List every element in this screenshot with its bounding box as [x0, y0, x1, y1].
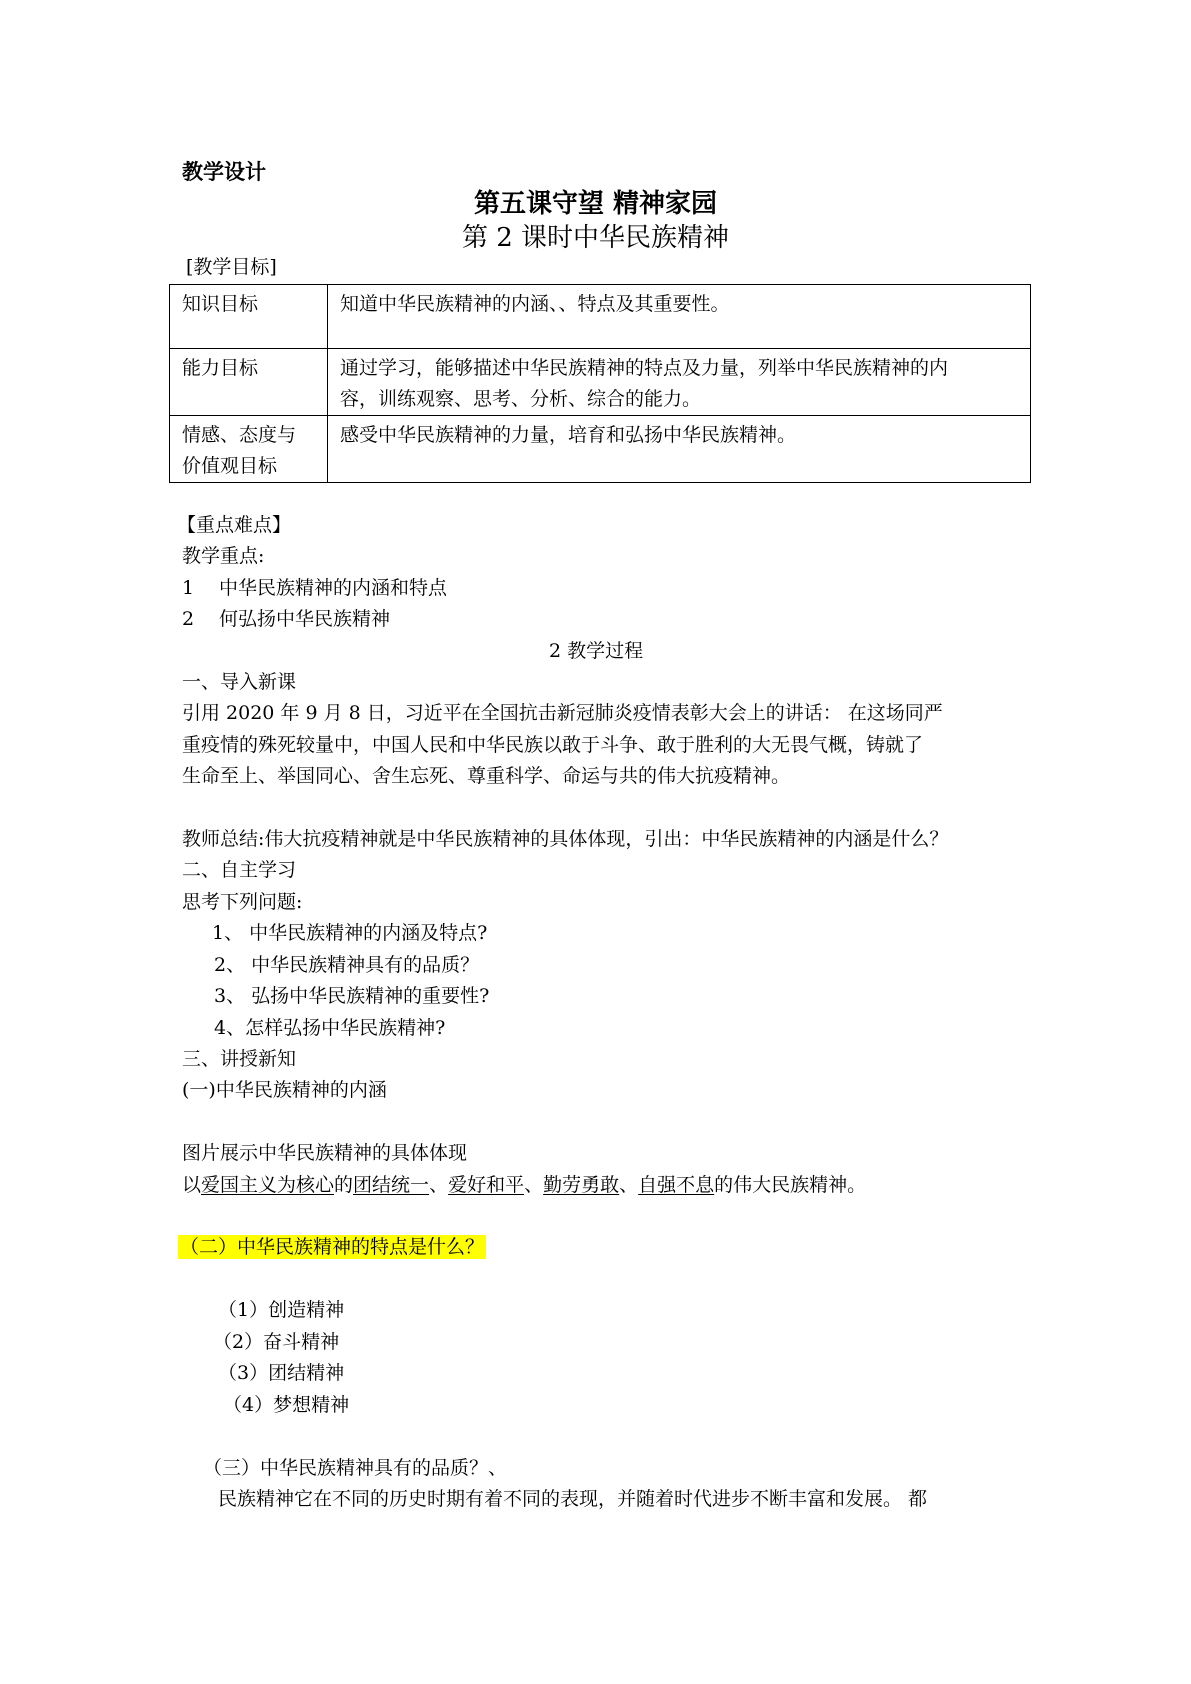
list-item: （3）团结精神 — [218, 1362, 345, 1384]
doc-label: 教学设计 — [182, 159, 266, 184]
list-item-number: 2 — [182, 608, 195, 630]
list-item: （4）梦想精神 — [223, 1394, 350, 1416]
key-points-heading: 【重点难点】 — [177, 514, 292, 536]
table-row — [170, 349, 1031, 416]
objectives-heading: [教学目标] — [186, 256, 277, 278]
spirit-definition: 以爱国主义为核心的团结统一、爱好和平、勤劳勇敢、自强不息的伟大民族精神。 — [182, 1174, 867, 1196]
list-item: 中华民族精神的内涵和特点 — [219, 577, 448, 599]
list-item: 1、 中华民族精神的内涵及特点? — [212, 922, 488, 944]
section-title: 二、自主学习 — [182, 859, 297, 881]
section-title: 一、导入新课 — [182, 671, 297, 693]
paragraph-line: 重疫情的殊死较量中，中国人民和中华民族以敢于斗争、敢于胜利的大无畏气概，铸就了 — [182, 734, 924, 756]
teacher-summary: 教师总结:伟大抗疫精神就是中华民族精神的具体体现，引出：中华民族精神的内涵是什么？ — [182, 828, 949, 850]
list-item: 4、怎样弘扬中华民族精神? — [214, 1017, 446, 1039]
lesson-title: 第五课守望 精神家园 — [473, 189, 718, 219]
section-title: 三、讲授新知 — [182, 1048, 297, 1070]
objective-label: 情感、态度与 价值观目标 — [170, 416, 328, 483]
paragraph-line: 图片展示中华民族精神的具体体现 — [182, 1142, 468, 1164]
list-item: 2、 中华民族精神具有的品质？ — [214, 954, 480, 976]
lesson-subtitle: 第 2 课时中华民族精神 — [461, 223, 730, 253]
subsection-title: (一)中华民族精神的内涵 — [182, 1079, 387, 1101]
subsection-title: （三）中华民族精神具有的品质？、 — [203, 1457, 508, 1479]
table-row — [170, 416, 1031, 483]
list-item: 何弘扬中华民族精神 — [219, 608, 391, 630]
objective-label: 能力目标 — [170, 349, 328, 416]
list-item: （1）创造精神 — [218, 1299, 345, 1321]
list-item-number: 1 — [182, 577, 195, 599]
list-item: （2）奋斗精神 — [213, 1331, 340, 1353]
key-points-sub: 教学重点: — [182, 545, 265, 567]
paragraph-line: 引用 2020 年 9 月 8 日，习近平在全国抗击新冠肺炎疫情表彰大会上的讲话： 在这场同严 — [182, 702, 943, 724]
objective-content: 通过学习，能够描述中华民族精神的特点及力量，列举中华民族精神的内 容，训练观察、思考、分析、综合的能力。 — [328, 349, 1031, 416]
objective-label: 知识目标 — [170, 285, 328, 349]
objective-content: 感受中华民族精神的力量，培育和弘扬中华民族精神。 — [328, 416, 1031, 483]
paragraph-line: 民族精神它在不同的历史时期有着不同的表现，并随着时代进步不断丰富和发展。 都 — [218, 1488, 928, 1510]
objectives-table — [169, 284, 1031, 483]
table-row — [170, 285, 1031, 349]
process-heading: 2 教学过程 — [549, 640, 644, 662]
objective-content: 知道中华民族精神的内涵、、特点及其重要性。 — [328, 285, 1031, 349]
paragraph-line: 生命至上、举国同心、舍生忘死、尊重科学、命运与共的伟大抗疫精神。 — [182, 765, 791, 787]
list-item: 3、 弘扬中华民族精神的重要性? — [214, 985, 490, 1007]
subsection-title: （二）中华民族精神的特点是什么？ — [180, 1236, 485, 1258]
questions-prompt: 思考下列问题: — [182, 891, 303, 913]
